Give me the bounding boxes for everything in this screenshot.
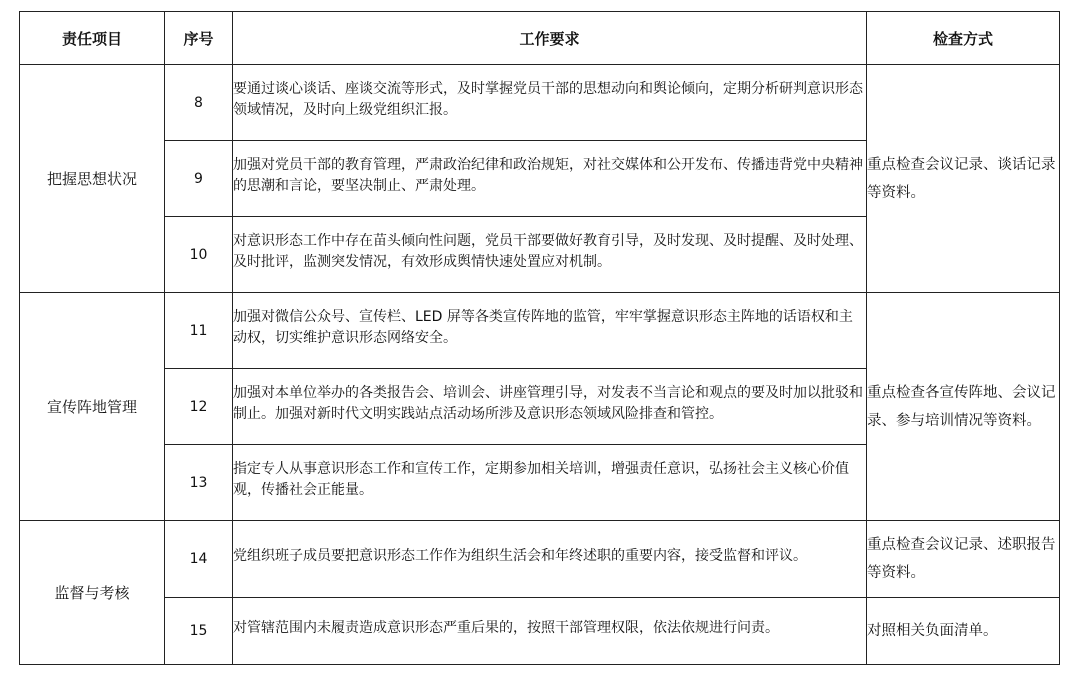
header-project: 责任项目 [20, 12, 165, 65]
requirement-cell: 指定专人从事意识形态工作和宣传工作，定期参加相关培训，增强责任意识，弘扬社会主义核心价值观，传播社会正能量。 [233, 445, 867, 521]
check-cell: 重点检查会议记录、述职报告等资料。 [867, 521, 1060, 598]
seq-cell: 12 [165, 369, 233, 445]
header-check: 检查方式 [867, 12, 1060, 65]
requirement-cell: 加强对微信公众号、宣传栏、LED 屏等各类宣传阵地的监管，牢牢掌握意识形态主阵地的话语权和主动权，切实维护意识形态网络安全。 [233, 293, 867, 369]
project-cell: 把握思想状况 [20, 65, 165, 293]
project-cell: 监督与考核 [20, 521, 165, 665]
header-row [20, 12, 1060, 65]
table-row [20, 65, 1060, 141]
requirement-cell: 党组织班子成员要把意识形态工作作为组织生活会和年终述职的重要内容，接受监督和评议。 [233, 521, 867, 598]
requirement-cell: 对意识形态工作中存在苗头倾向性问题，党员干部要做好教育引导，及时发现、及时提醒、及时处理、及时批评，监测突发情况，有效形成舆情快速处置应对机制。 [233, 217, 867, 293]
requirement-cell: 对管辖范围内未履责造成意识形态严重后果的，按照干部管理权限，依法依规进行问责。 [233, 598, 867, 665]
check-cell: 重点检查会议记录、谈话记录等资料。 [867, 65, 1060, 293]
seq-cell: 13 [165, 445, 233, 521]
requirement-cell: 加强对党员干部的教育管理，严肃政治纪律和政治规矩，对社交媒体和公开发布、传播违背党中央精神的思潮和言论，要坚决制止、严肃处理。 [233, 141, 867, 217]
seq-cell: 15 [165, 598, 233, 665]
header-seq: 序号 [165, 12, 233, 65]
table-row [20, 521, 1060, 598]
table-row [20, 293, 1060, 369]
requirement-cell: 要通过谈心谈话、座谈交流等形式，及时掌握党员干部的思想动向和舆论倾向，定期分析研判意识形态领域情况，及时向上级党组织汇报。 [233, 65, 867, 141]
table-row [20, 598, 1060, 665]
header-requirement: 工作要求 [233, 12, 867, 65]
check-cell: 重点检查各宣传阵地、会议记录、参与培训情况等资料。 [867, 293, 1060, 521]
seq-cell: 14 [165, 521, 233, 598]
check-cell: 对照相关负面清单。 [867, 598, 1060, 665]
project-cell: 宣传阵地管理 [20, 293, 165, 521]
seq-cell: 9 [165, 141, 233, 217]
seq-cell: 10 [165, 217, 233, 293]
requirement-cell: 加强对本单位举办的各类报告会、培训会、讲座管理引导，对发表不当言论和观点的要及时加以批驳和制止。加强对新时代文明实践站点活动场所涉及意识形态领域风险排查和管控。 [233, 369, 867, 445]
seq-cell: 11 [165, 293, 233, 369]
responsibility-table [19, 11, 1060, 665]
seq-cell: 8 [165, 65, 233, 141]
